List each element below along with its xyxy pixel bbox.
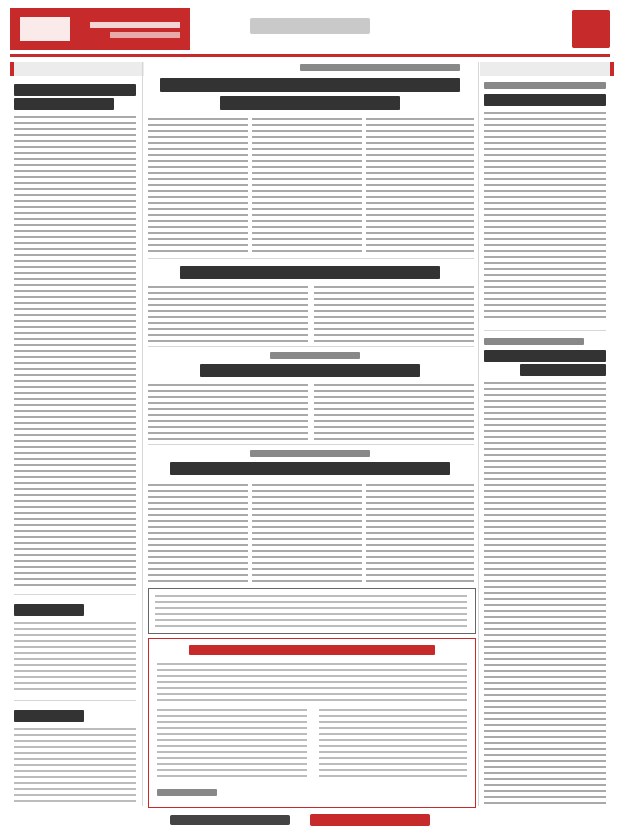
story4-col-3 xyxy=(366,484,474,582)
section-title-bar xyxy=(250,18,370,34)
masthead-mark xyxy=(20,17,70,41)
main-col-2 xyxy=(252,118,362,253)
center-divider-1 xyxy=(148,258,474,259)
notice-box-2-list xyxy=(319,709,467,779)
story2-headline xyxy=(180,266,440,279)
right-column-rule xyxy=(478,62,479,806)
center-divider-2 xyxy=(148,346,474,347)
left-col-divider-2 xyxy=(14,700,136,701)
story3-col-2 xyxy=(314,384,474,440)
notice-box-2-signature xyxy=(157,789,217,796)
notice-box-2-list-2 xyxy=(157,709,307,779)
story4-col-2 xyxy=(252,484,362,582)
main-col-3 xyxy=(366,118,474,253)
story3-kicker xyxy=(270,352,360,359)
main-headline-line2 xyxy=(220,96,400,110)
right-col-headline-2 xyxy=(484,350,606,362)
left-col-divider xyxy=(14,594,136,595)
story2-col-2 xyxy=(314,286,474,342)
right-col-kicker-2 xyxy=(484,338,584,345)
center-divider-3 xyxy=(148,444,474,445)
left-column-header xyxy=(10,62,144,76)
right-col-headline-2b xyxy=(520,364,606,376)
main-headline-line1 xyxy=(160,78,460,92)
right-col-body-1 xyxy=(484,112,606,322)
notice-box-1 xyxy=(148,588,476,634)
masthead-date-line xyxy=(90,22,180,28)
page-number-badge xyxy=(572,10,610,48)
footer xyxy=(10,812,610,828)
main-col-1 xyxy=(148,118,248,253)
left-ad-title-1 xyxy=(14,604,84,616)
notice-box-2-title xyxy=(189,645,435,655)
main-kicker xyxy=(300,64,460,71)
notice-box-1-text xyxy=(155,595,467,627)
masthead-issue-line xyxy=(110,32,180,38)
right-column-header xyxy=(480,62,614,76)
left-col-headline xyxy=(14,84,136,96)
header-rule xyxy=(10,54,610,57)
masthead-logo xyxy=(10,8,190,50)
left-ad-body-1 xyxy=(14,622,136,692)
left-col-body xyxy=(14,116,136,586)
story2-col-1 xyxy=(148,286,308,342)
left-column-rule xyxy=(142,62,143,806)
story4-headline xyxy=(170,462,450,475)
left-ad-body-2 xyxy=(14,728,136,804)
right-col-body-2 xyxy=(484,382,606,806)
story3-col-1 xyxy=(148,384,308,440)
left-col-headline-line2 xyxy=(14,98,114,110)
story4-col-1 xyxy=(148,484,248,582)
notice-box-2 xyxy=(148,638,476,808)
left-ad-title-2 xyxy=(14,710,84,722)
right-col-kicker xyxy=(484,82,606,89)
notice-box-2-intro xyxy=(157,663,467,703)
footer-website xyxy=(170,815,290,825)
story3-headline xyxy=(200,364,420,377)
right-col-headline xyxy=(484,94,606,106)
story4-kicker xyxy=(250,450,370,457)
footer-brand xyxy=(310,814,430,826)
right-col-divider xyxy=(484,330,606,331)
